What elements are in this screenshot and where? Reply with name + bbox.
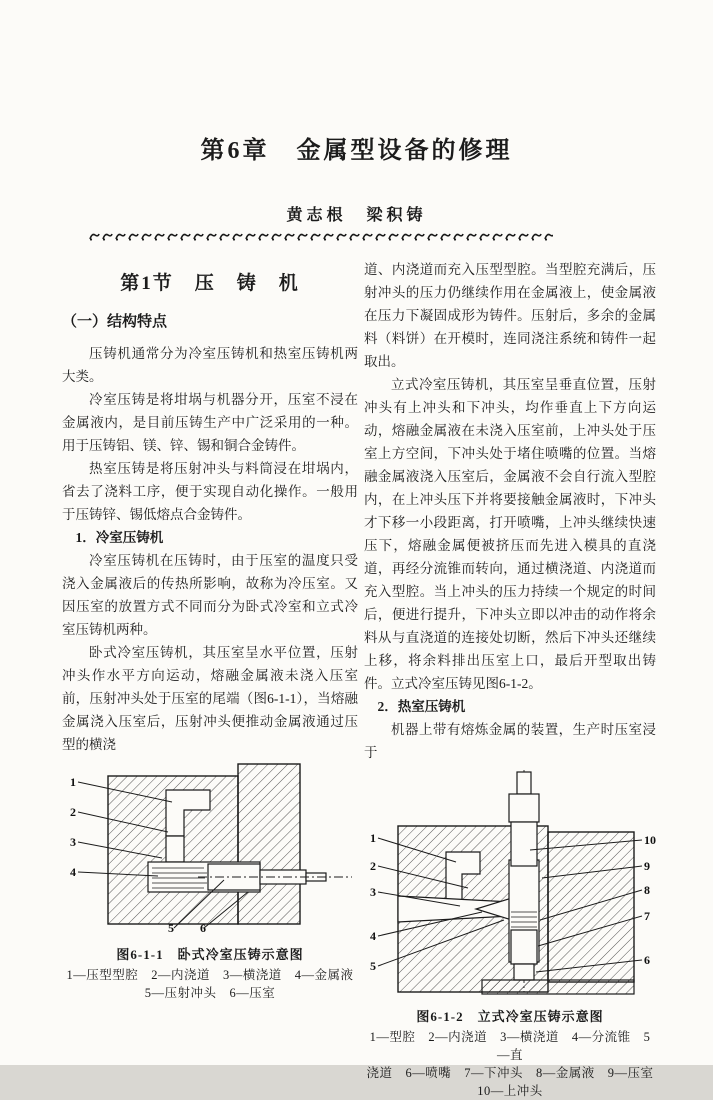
callout-4: 4	[70, 865, 76, 879]
callout-4: 4	[370, 929, 376, 943]
paragraph-6: 道、内浇道而充入压型型腔。当型腔充满后，压射冲头的压力仍继续作用在金属液上，使金属液在压力下凝固成形为铸件。压射后，多余的金属料（料饼）在开模时，连同浇注系统和铸件一起取出。	[364, 262, 656, 369]
figure-1-drawing	[62, 762, 358, 934]
callout-1: 1	[370, 831, 376, 845]
figure-1-caption: 图6-1-1 卧式冷室压铸示意图	[116, 947, 304, 962]
item-heading-cold-chamber: 1．冷室压铸机	[75, 530, 164, 545]
runner-channel	[166, 836, 184, 862]
callout-9: 9	[644, 859, 650, 873]
callout-10: 10	[644, 833, 656, 847]
figure-2-legend-line-1: 1—型腔 2—内浇道 3—横浇道 4—分流锥 5—直	[369, 1030, 651, 1062]
figure-2-legend-line-2: 浇道 6—喷嘴 7—下冲头 8—金属液 9—压室	[366, 1066, 654, 1080]
upper-plunger	[511, 822, 537, 866]
chapter-title: 第6章 金属型设备的修理	[200, 138, 513, 164]
nozzle	[514, 964, 534, 980]
left-column	[62, 258, 358, 1002]
paragraph-1: 压铸机通常分为冷室压铸机和热室压铸机两大类。	[62, 346, 358, 384]
figure-2-drawing	[364, 770, 656, 996]
paragraph-2: 冷室压铸是将坩埚与机器分开，压室不浸在金属液内，是目前压铸生产中广泛采用的一种。用于压铸铝、镁、锌、锡和铜合金铸件。	[62, 392, 358, 453]
callout-6: 6	[644, 953, 650, 967]
callout-2: 2	[370, 859, 376, 873]
paragraph-4: 冷室压铸机在压铸时，由于压室的温度只受浇入金属液后的传热所影响，故称为冷压室。又因压室的放置方式不同而分为卧式冷室和立式冷室压铸机两种。	[62, 553, 358, 637]
paragraph-7: 立式冷室压铸机，其压室呈垂直位置，压射冲头有上冲头和下冲头，均作垂直上下方向运动，熔融金属液在未浇入压室前，上冲头处于压室上方空间，下冲头处于堵住喷嘴的位置。当熔融金属液浇入压室后，金属液不会自行流入型腔内，在上冲头压下并将要接触金属液时，下冲头才下移一小段距离，打开喷嘴，上冲头继续快速压下，熔融金属便被挤压而先进入模具的直浇道，再经分流锥而转向，通过横浇道、内浇道而充入型腔。当上冲头的压力持续一个规定的时间后，便进行提升，下冲头立即以冲击的动作将余料从与直浇道的连接处切断，然后下冲头还继续上移，将余料排出压室上口，最后开型取出铸件。立式冷室压铸见图6-1-2。	[364, 377, 656, 691]
figure-2	[364, 770, 656, 1100]
callout-5: 5	[168, 921, 174, 935]
callout-6: 6	[200, 921, 206, 935]
paragraph-8: 机器上带有熔炼金属的装置，生产时压室浸于	[364, 722, 656, 760]
figure-1-legend-line-1: 1—压型型腔 2—内浇道 3—横浇道 4—金属液	[66, 968, 354, 982]
figure-2-legend-line-3: 10—上冲头	[477, 1084, 543, 1098]
figure-1-legend-line-2: 5—压射冲头 6—压室	[144, 986, 276, 1000]
callout-5: 5	[370, 959, 376, 973]
callout-7: 7	[644, 909, 650, 923]
right-column	[364, 258, 656, 1100]
figure-2-caption: 图6-1-2 立式冷室压铸示意图	[416, 1009, 604, 1024]
subsection-heading: （一）结构特点	[62, 314, 168, 330]
callout-3: 3	[370, 885, 376, 899]
figure-1	[62, 762, 358, 1002]
callout-1: 1	[70, 775, 76, 789]
paragraph-3: 热室压铸是将压射冲头与料筒浸在坩埚内，省去了浇料工序，便于实现自动化操作。一般用于压铸锌、锡低熔点合金铸件。	[62, 461, 358, 522]
bottom-platen	[482, 980, 634, 994]
authors: 黄志根 梁积铸	[286, 207, 427, 224]
section-heading: 第1节 压 铸 机	[120, 273, 300, 294]
callout-8: 8	[644, 883, 650, 897]
paragraph-5: 卧式冷室压铸机，其压室呈水平位置，压射冲头作水平方向运动，熔融金属液未浇入压室前，压射冲头处于压室的尾端（图6-1-1），当熔融金属浇入压室后，压射冲头便推动金属液通过压型的横浇	[62, 645, 358, 752]
callout-2: 2	[70, 805, 76, 819]
upper-piston	[509, 794, 539, 822]
callout-3: 3	[70, 835, 76, 849]
upper-rod	[517, 772, 531, 794]
lower-plunger	[511, 930, 537, 964]
mold-block-right	[548, 832, 634, 982]
item-heading-hot-chamber: 2．热室压铸机	[377, 699, 466, 714]
ornamental-divider	[88, 231, 553, 242]
mold-block-right	[238, 764, 300, 924]
